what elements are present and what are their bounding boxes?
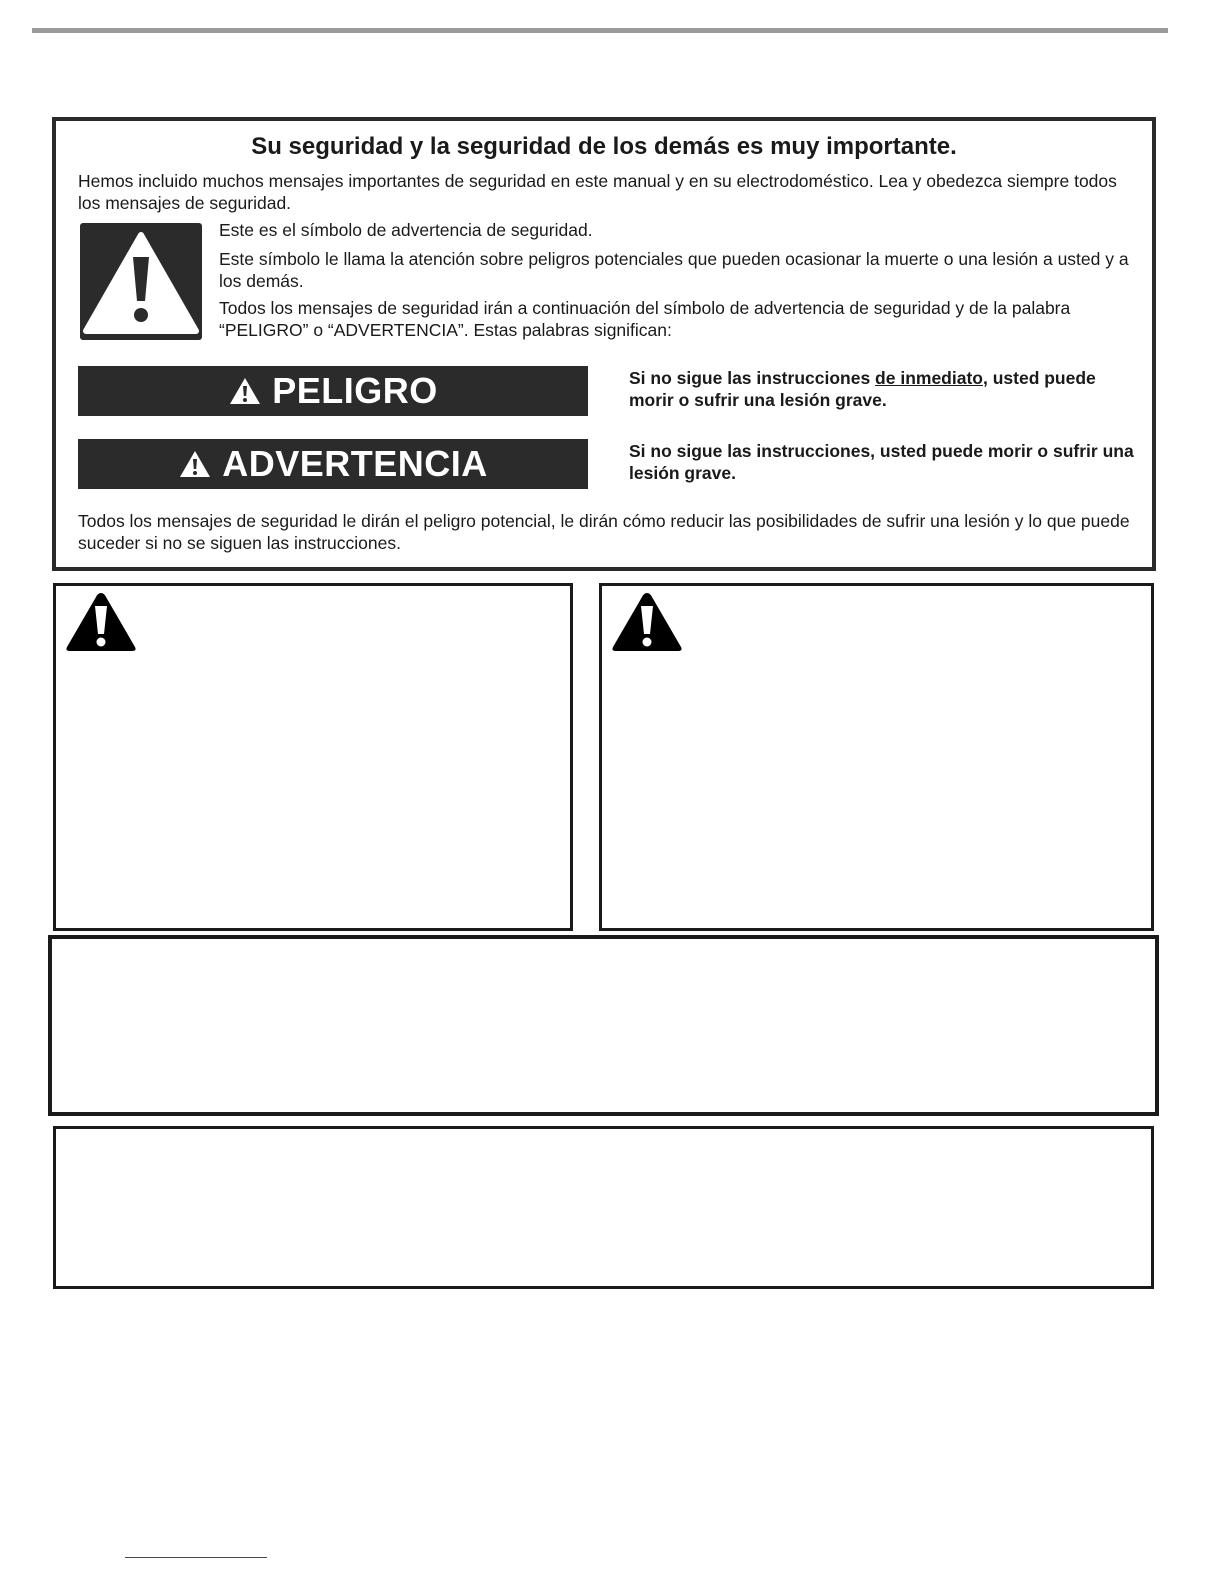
warning-bar — [78, 439, 588, 489]
safety-title: Su seguridad y la seguridad de los demás es muy importante. — [251, 133, 957, 160]
symbol-line-1: Este es el símbolo de advertencia de seguridad. — [219, 220, 593, 240]
empty-notice-box-1 — [48, 935, 1159, 1116]
danger-description — [629, 367, 1139, 411]
right-warning-icon — [610, 590, 684, 654]
left-warning-box — [53, 583, 573, 931]
warning-description: Si no sigue las instrucciones, usted puede morir o sufrir una lesión grave. — [629, 441, 1134, 483]
footer-link-underline — [125, 1557, 267, 1558]
safety-info-box — [52, 117, 1156, 571]
danger-desc-underline: de inmediato — [875, 368, 983, 388]
danger-alert-icon — [228, 376, 262, 406]
empty-notice-box-2 — [53, 1126, 1154, 1289]
safety-alert-symbol-icon — [80, 223, 202, 340]
top-rule — [32, 28, 1168, 33]
safety-closing: Todos los mensajes de seguridad le dirán el peligro potencial, le dirán cómo reducir las posibilidades de sufrir una lesión y lo que puede suceder si no se siguen las instrucciones. — [78, 511, 1130, 553]
right-warning-box — [599, 583, 1154, 931]
left-warning-icon — [64, 590, 138, 654]
symbol-line-2: Este símbolo le llama la atención sobre peligros potenciales que pueden ocasionar la muerte o una lesión a usted y a los demás. — [219, 249, 1129, 291]
danger-label: PELIGRO — [272, 370, 438, 411]
symbol-line-3: Todos los mensajes de seguridad irán a continuación del símbolo de advertencia de seguridad y de la palabra “PELIGRO” o “ADVERTENCIA”. Estas palabras significan: — [219, 298, 1071, 340]
danger-bar — [78, 366, 588, 416]
warning-alert-icon — [178, 449, 212, 479]
danger-desc-pre: Si no sigue las instrucciones — [629, 368, 876, 388]
danger-desc-post: , usted puede morir o sufrir una lesión grave. — [629, 368, 1096, 410]
warning-label: ADVERTENCIA — [222, 443, 488, 484]
safety-intro: Hemos incluido muchos mensajes importantes de seguridad en este manual y en su electrodoméstico. Lea y obedezca siempre todos los mensajes de seguridad. — [78, 171, 1117, 213]
